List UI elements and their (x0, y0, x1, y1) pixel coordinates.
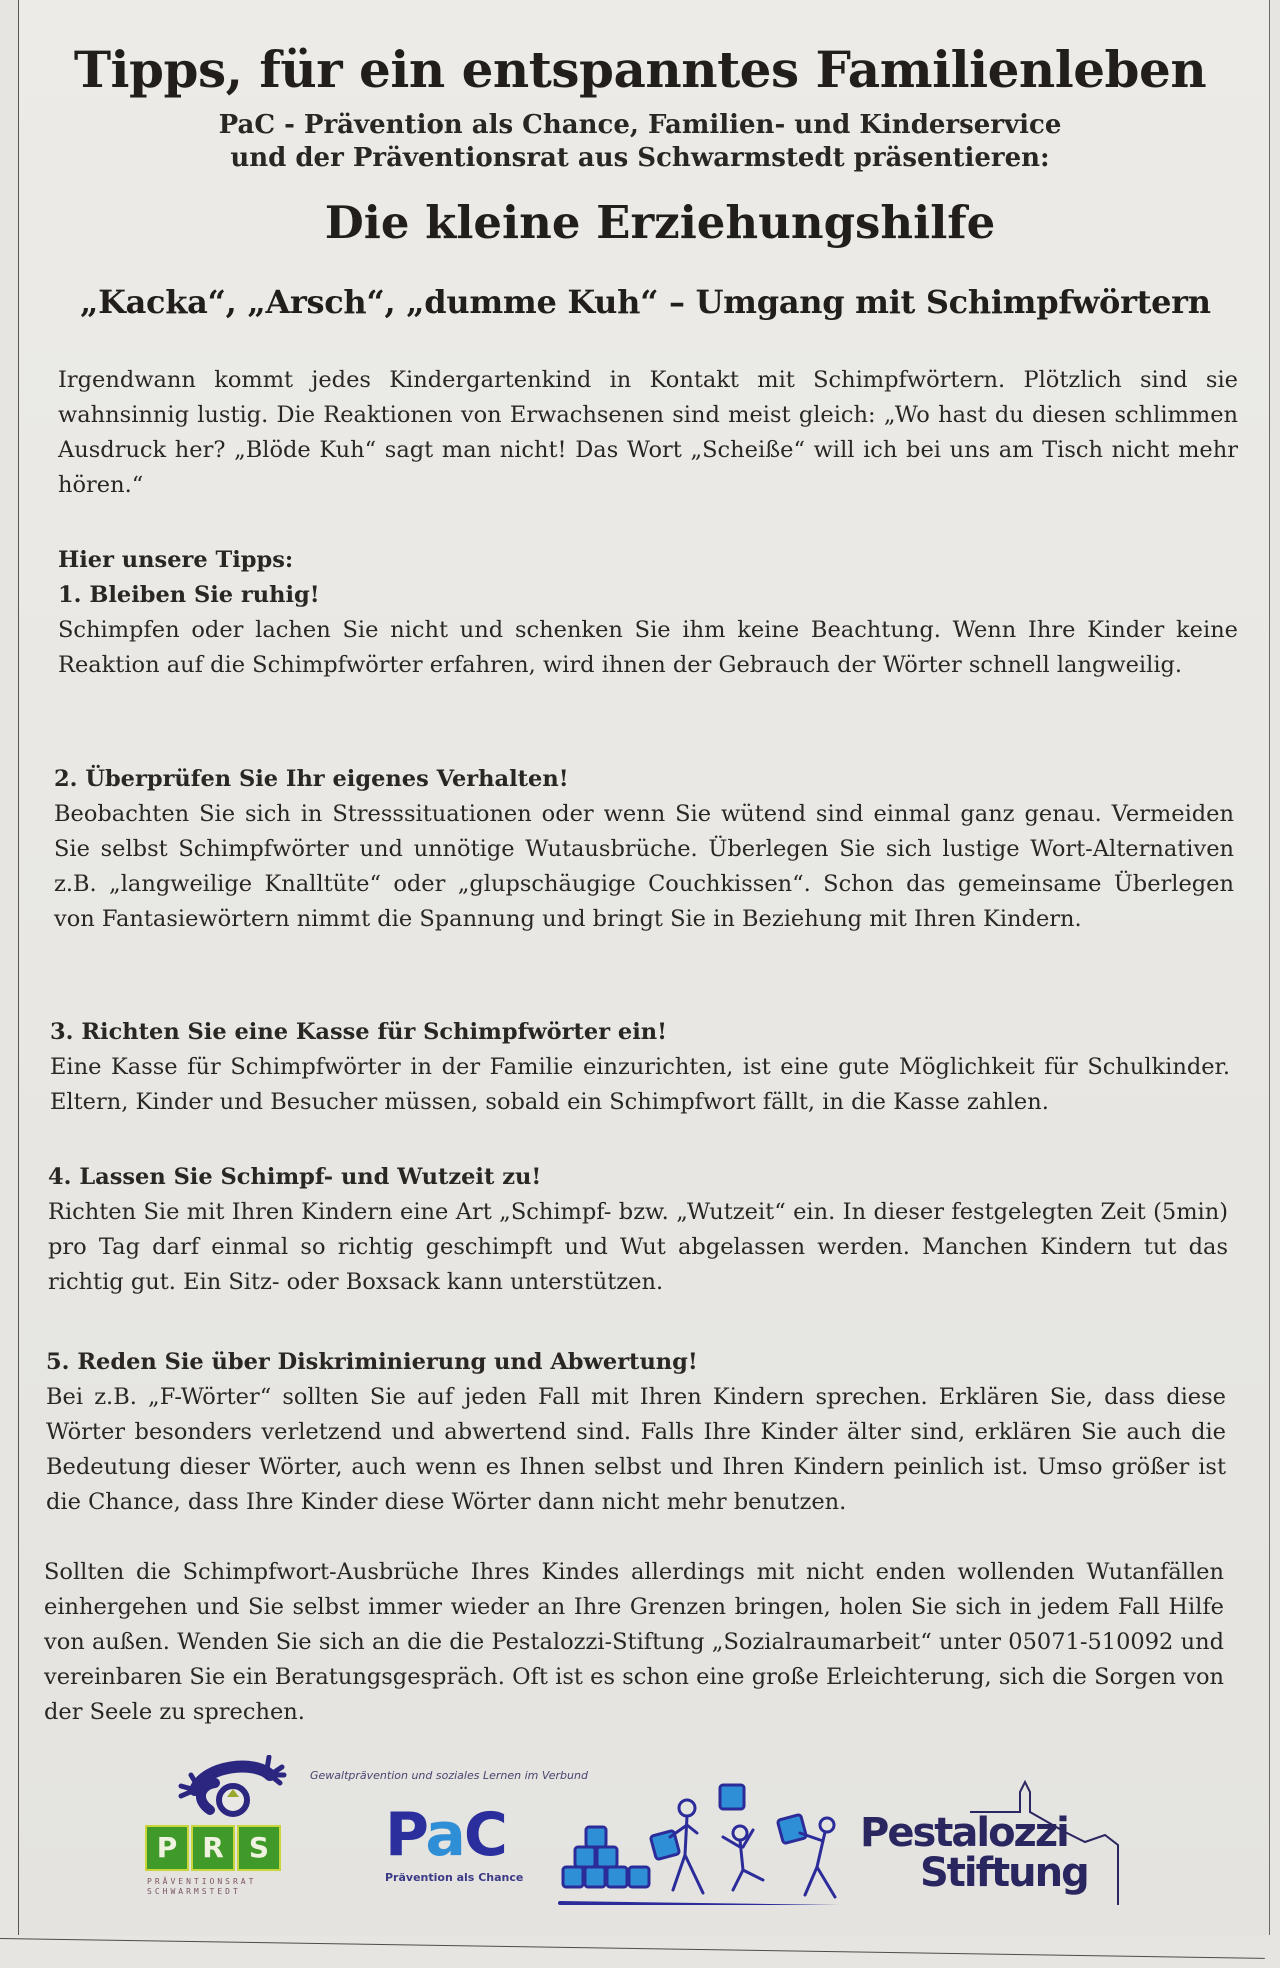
presenter-line-2: und der Präventionsrat aus Schwarmstedt präsentieren: (230, 143, 1050, 173)
tip-heading: 3. Richten Sie eine Kasse für Schimpfwörter ein! (50, 1019, 667, 1045)
tip-text: Schimpfen oder lachen Sie nicht und schenken Sie ihm keine Beachtung. Wenn Ihre Kinder keine Reaktion auf die Schimpfwörter erfahren, wird ihnen der Gebrauch der Wörter schnell langweilig. (58, 617, 1238, 678)
tip-heading: 5. Reden Sie über Diskriminierung und Abwertung! (46, 1349, 698, 1375)
prs-letter-s: S (237, 1825, 281, 1871)
tip-heading: 1. Bleiben Sie ruhig! (58, 582, 320, 608)
tips-heading-text: Hier unsere Tipps: (58, 547, 294, 573)
tip-2 (54, 762, 1234, 937)
sponsor-logos (0, 1755, 1280, 1925)
prs-letter-boxes (145, 1825, 281, 1871)
pestalozzi-logo (860, 1770, 1130, 1910)
tips-heading (58, 543, 1238, 578)
tip-text: Beobachten Sie sich in Stresssituationen oder wenn Sie wütend sind einmal ganz genau. Vermeiden Sie selbst Schimpfwörter und unnötige Wutausbrüche. Überlegen Sie sich lustige Wort-Alternativen z.B. „langweilige Knalltüte“ oder „glupschäugige Couchkissen“. Schon das gemeinsame Überlegen von Fantasiewörtern nimmt die Spannung und bringt Sie in Beziehung mit Ihren Kindern. (54, 801, 1234, 932)
pac-claim: Prävention als Chance (385, 1871, 524, 1884)
presenter-line-1: PaC - Prävention als Chance, Familien- und Kinderservice (218, 110, 1062, 140)
tip-text: Richten Sie mit Ihren Kindern eine Art „Schimpf- bzw. „Wutzeit“ ein. In dieser festgelegten Zeit (5min) pro Tag darf einmal so richtig geschimpft und Wut abgelassen werden. Manchen Kindern tut das richtig gut. Ein Sitz- oder Boxsack kann unterstützen. (48, 1199, 1228, 1295)
pestalozzi-wordmark-line-2: Stiftung (920, 1850, 1088, 1896)
pac-wordmark (385, 1800, 545, 1870)
tip-heading: 2. Überprüfen Sie Ihr eigenes Verhalten! (54, 766, 569, 792)
topic-heading: „Kacka“, „Arsch“, „dumme Kuh“ – Umgang mit Schimpfwörtern (80, 283, 1211, 321)
tip-1 (58, 578, 1238, 683)
intro-paragraph: Irgendwann kommt jedes Kindergartenkind in Kontakt mit Schimpfwörtern. Plötzlich sind sie wahnsinnig lustig. Die Reaktionen von Erwachsenen sind meist gleich: „Wo hast du diesen schlimmen Ausdruck her? „Blöde Kuh“ sagt man nicht! Das Wort „Scheiße“ will ich bei uns am Tisch nicht mehr hören.“ (58, 367, 1238, 498)
pac-logo (385, 1800, 545, 1884)
page-bottom-rule (0, 1938, 1265, 1959)
people-stacking-boxes-icon (555, 1775, 845, 1905)
prs-letter-r: R (191, 1825, 235, 1871)
pac-letter-a: a (425, 1800, 464, 1870)
tip-text: Eine Kasse für Schimpfwörter in der Familie einzurichten, ist eine gute Möglichkeit für Schulkinder. Eltern, Kinder und Besucher müssen, sobald ein Schimpfwort fällt, in die Kasse zahlen. (50, 1054, 1230, 1115)
tip-5 (46, 1345, 1226, 1520)
outro-paragraph: Sollten die Schimpfwort-Ausbrüche Ihres Kindes allerdings mit nicht enden wollenden Wutanfällen einhergehen und Sie selbst immer wieder an Ihre Grenzen bringen, holen Sie sich in jedem Fall Hilfe von außen. Wenden Sie sich an die die Pestalozzi-Stiftung „Sozialraumarbeit“ unter 05071-510092 und vereinbaren Sie ein Beratungsgespräch. Oft ist es schon eine große Erleichterung, sich die Sorgen von der Seele zu sprechen. (44, 1559, 1224, 1725)
series-title: Die kleine Erziehungshilfe (324, 196, 996, 249)
prs-letter-p: P (145, 1825, 189, 1871)
pac-letter-c: C (463, 1800, 506, 1870)
page-title: Tipps, für ein entspanntes Familienleben (73, 40, 1207, 99)
prs-tagline: Gewaltprävention und soziales Lernen im Verbund (310, 1769, 588, 1782)
pac-letter-p: P (385, 1800, 426, 1870)
prs-subtitle (147, 1877, 256, 1897)
prs-figure-icon (175, 1755, 295, 1825)
tip-heading: 4. Lassen Sie Schimpf- und Wutzeit zu! (48, 1164, 542, 1190)
prs-subtitle-line-2: SCHWARMSTEDT (147, 1887, 241, 1896)
pestalozzi-wordmark-line-1: Pestalozzi (860, 1810, 1068, 1856)
tip-text: Bei z.B. „F-Wörter“ sollten Sie auf jeden Fall mit Ihren Kindern sprechen. Erklären Sie, dass diese Wörter besonders verletzend und abwertend sind. Falls Ihre Kinder älter sind, erklären Sie auch die Bedeutung dieser Wörter, auch wenn es Ihnen selbst und Ihren Kindern peinlich ist. Umso größer ist die Chance, dass Ihre Kinder diese Wörter dann nicht mehr benutzen. (46, 1384, 1226, 1515)
prs-subtitle-line-1: PRÄVENTIONSRAT (147, 1877, 257, 1886)
tip-3 (50, 1015, 1230, 1120)
tip-4 (48, 1160, 1228, 1300)
